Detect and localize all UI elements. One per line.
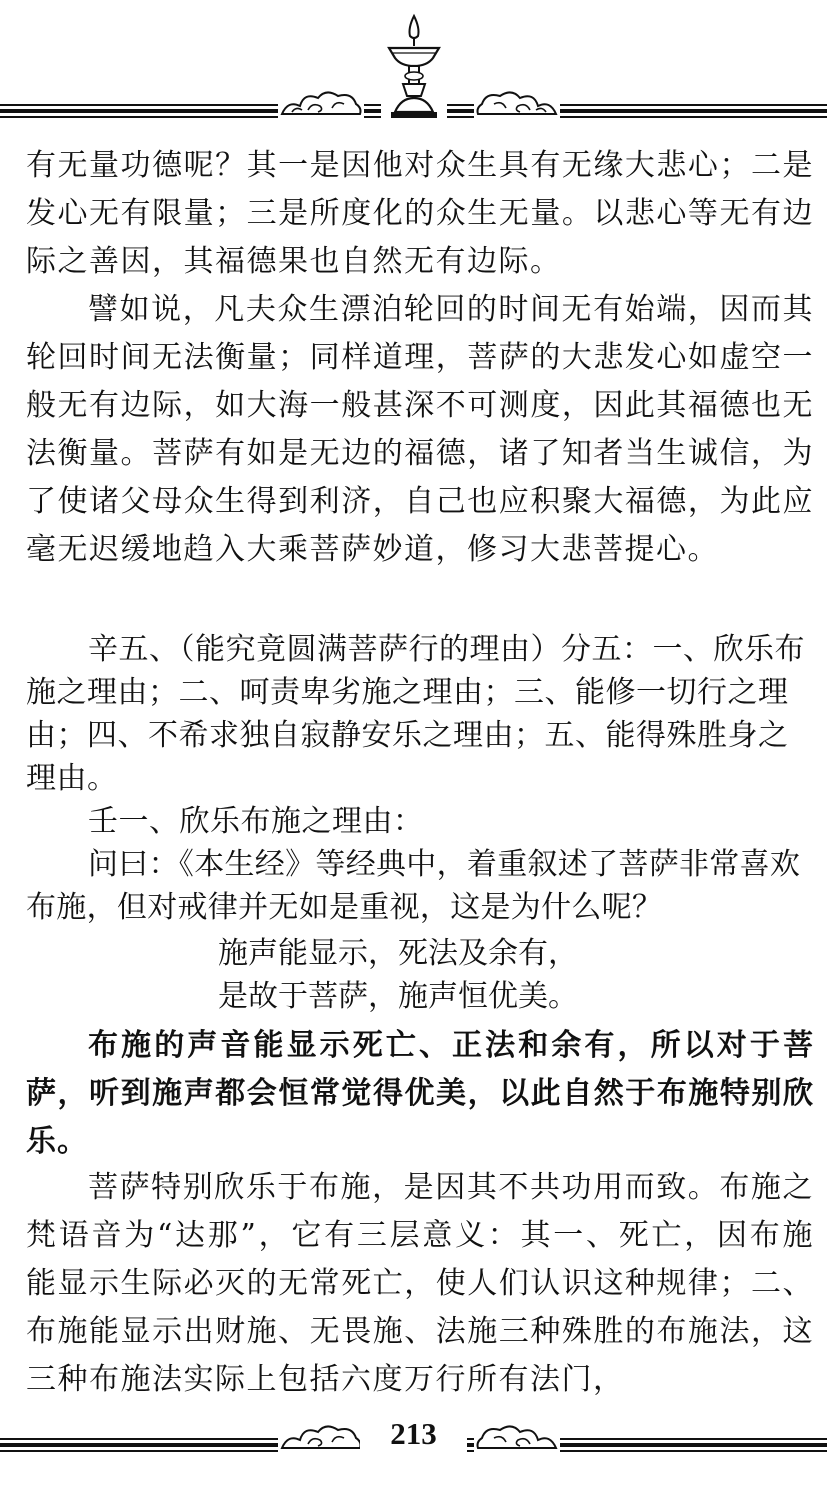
sub-heading: 壬一、欣乐布施之理由： xyxy=(88,804,424,839)
butter-lamp-icon xyxy=(381,4,447,124)
cloud-ornament-icon xyxy=(474,86,560,120)
commentary-block xyxy=(26,1164,814,1404)
page-number: 213 xyxy=(360,1411,467,1457)
cloud-ornament-icon xyxy=(278,1420,364,1454)
cloud-ornament-icon xyxy=(474,1420,560,1454)
question-paragraph: 问曰：《本生经》等经典中，着重叙述了菩萨非常喜欢布施，但对戒律并无如是重视，这是为什么呢？ xyxy=(26,847,801,925)
cloud-ornament-icon xyxy=(278,86,364,120)
paragraph-analogy: 譬如说，凡夫众生漂泊轮回的时间无有始端，因而其轮回时间无法衡量；同样道理，菩萨的大悲发心如虚空一般无有边际，如大海一般甚深不可测度，因此其福德也无法衡量。菩萨有如是无边的福德，诸了知者当生诚信，为了使诸父母众生得到利济，自己也应积聚大福德，为此应毫无迟缓地趋入大乘菩萨妙道，修习大悲菩提心。 xyxy=(26,292,814,567)
commentary-paragraph: 菩萨特别欣乐于布施，是因其不共功用而致。布施之梵语音为“达那”，它有三层意义：其一、死亡，因布施能显示生际必灭的无常死亡，使人们认识这种规律；二、布施能显示出财施、无畏施、法施三种殊胜的布施法，这三种布施法实际上包括六度万行所有法门， xyxy=(26,1170,814,1397)
body-text xyxy=(26,142,814,574)
verse-explanation: 布施的声音能显示死亡、正法和余有，所以对于菩萨，听到施声都会恒常觉得优美，以此自然于布施特别欣乐。 xyxy=(26,1028,814,1159)
paragraph-continuation: 有无量功德呢？其一是因他对众生具有无缘大悲心；二是发心无有限量；三是所度化的众生无量。以悲心等无有边际之善因，其福德果也自然无有边际。 xyxy=(26,148,814,279)
outline-section xyxy=(26,628,814,929)
section-heading: 辛五、（能究竟圆满菩萨行的理由）分五：一、欣乐布施之理由；二、呵责卑劣施之理由；三、能修一切行之理由；四、不希求独自寂静安乐之理由；五、能得殊胜身之理由。 xyxy=(26,632,805,796)
verse-line-2: 是故于菩萨，施声恒优美。 xyxy=(218,979,578,1014)
verse-line-1: 施声能显示，死法及余有， xyxy=(218,936,578,971)
verse-explanation-block xyxy=(26,1022,814,1166)
root-verse xyxy=(26,932,814,1018)
